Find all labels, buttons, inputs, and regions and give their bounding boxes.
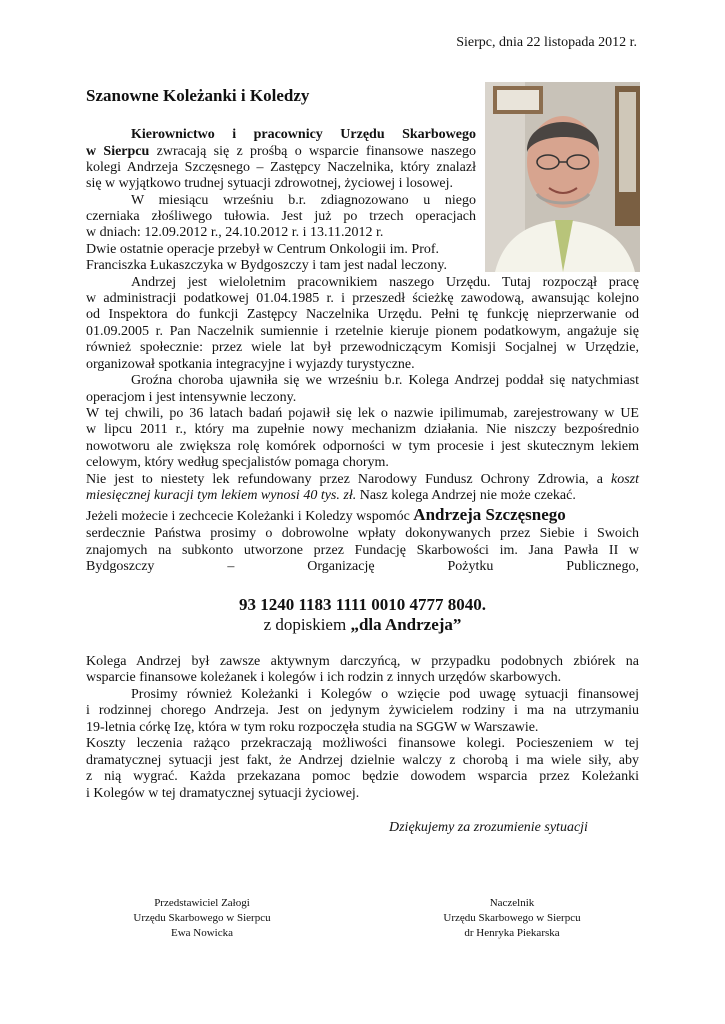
text-span: Nasz kolega Andrzej nie może czekać.	[356, 488, 576, 503]
signature-role: Naczelnik	[489, 897, 535, 909]
text-line: czerniaka złośliwego tułowia. Jest już po trzech operacjach	[86, 209, 476, 224]
text-line: w lipcu 2011 r., który ma zupełnie nowy mechanizm działania. Nie niszczy bezpośrednio	[86, 422, 639, 437]
text-span: Jeżeli możecie i zechcecie Koleżanki i Koledzy wspomóc	[86, 509, 414, 524]
signature-block-right	[392, 896, 632, 941]
text-line	[86, 472, 639, 488]
signature-block-left	[82, 896, 322, 941]
text-line: w administracji podatkowej 01.04.1985 r. i przeszedł ścieżkę zawodową, awansując kolejno	[86, 291, 639, 306]
text-line: z nią wygrać. Każda przekazana pomoc będzie dowodem wsparcia przez Koleżanki	[86, 769, 639, 784]
text-line	[86, 488, 576, 504]
text-line: W miesiącu wrześniu b.r. zdiagnozowano u niego	[131, 193, 476, 208]
text-line: serdecznie Państwa prosimy o dobrowolne wpłaty dokonywanych przez Siebie i Swoich	[86, 526, 639, 541]
text-line: Dwie ostatnie operacje przebył w Centrum Onkologii im. Prof.	[86, 242, 440, 257]
text-line: Groźna choroba ujawniła się we wrześniu b.r. Kolega Andrzej poddał się natychmiast	[131, 373, 639, 388]
text-line: znajomych na subkonto utworzone przez Fundację Skarbowości im. Jana Pawła II w	[86, 543, 639, 558]
text-line: również społecznie: przez wiele lat był przewodniczącym Komisji Socjalnej w Urzędzie,	[86, 340, 639, 355]
portrait-photo-icon	[485, 82, 640, 272]
text-span: zwracają się z prośbą o wsparcie finansowe naszego	[149, 144, 476, 159]
text-line: 19-letnia córkę Izę, która w tym roku rozpoczęła studia na SGGW w Warszawie.	[86, 720, 539, 735]
text-line: Prosimy również Koleżanki i Kolegów o wzięcie pod uwagę sytuacji finansowej	[131, 687, 639, 702]
text-line: 01.09.2005 r. Pan Naczelnik sumiennie i rzetelnie kieruje pionem podatkowym, angażuje się	[86, 324, 639, 339]
text-line: w dniach: 12.09.2012 r., 24.10.2012 r. i 13.11.2012 r.	[86, 225, 384, 240]
text-line: celowym, który według specjalistów pomaga chorym.	[86, 455, 389, 470]
signature-name: Ewa Nowicka	[170, 927, 233, 939]
memo-text: „dla Andrzeja”	[350, 615, 462, 634]
beneficiary-name: Andrzeja Szczęsnego	[413, 505, 566, 524]
text-line: kolegi Andrzeja Szczęsnego – Zastępcy Naczelnika, który znalazł	[86, 160, 476, 175]
signature-role: Przedstawiciel Załogi	[154, 897, 250, 909]
text-line	[86, 507, 566, 525]
text-line: i Kolegów w tej dramatycznej sytuacji życiowej.	[86, 786, 360, 801]
text-bold: w Sierpcu	[86, 144, 150, 159]
text-line: W tej chwili, po 36 latach badań pojawił się lek o nazwie ipilimumab, zarejestrowany w UE	[86, 406, 639, 421]
text-line	[86, 144, 476, 160]
signature-office: Urzędu Skarbowego w Sierpcu	[133, 912, 271, 924]
text-line: wsparcie finansowe koleżanek i kolegów i ich rodzin z innych urzędów skarbowych.	[86, 670, 562, 685]
text-line: dramatycznej sytuacji jest fakt, że Andrzej dzielnie walczy z chorobą i ma wiele siły, aby	[86, 753, 639, 768]
transfer-memo	[0, 615, 725, 635]
text-line: Kolega Andrzej był zawsze aktywnym darczyńcą, w przypadku podobnych zbiórek na	[86, 654, 639, 669]
text-italic: miesięcznej kuracji tym lekiem wynosi 40 tys. zł.	[86, 488, 357, 503]
text-line: operacjom i jest intensywnie leczony.	[86, 390, 297, 405]
text-line: się w wyjątkowo trudnej sytuacji zdrowotnej, życiowej i losowej.	[86, 176, 454, 191]
text-line: nowotworu ale zwiększa rolę komórek odporności w tym procesie i jest skutecznym lekiem	[86, 439, 639, 454]
text-line: Koszty leczenia rażąco przekraczają możliwości finansowe kolegi. Pocieszeniem w tej	[86, 736, 639, 751]
text-line: od Inspektora do funkcji Zastępcy Naczelnika Urzędu. Pełni tę funkcję nieprzerwanie od	[86, 307, 639, 322]
memo-prefix: z dopiskiem	[263, 615, 351, 634]
text-span: Nie jest to niestety lek refundowany przez Narodowy Fundusz Ochrony Zdrowia, a	[86, 472, 611, 487]
text-line: Andrzej jest wieloletnim pracownikiem naszego Urzędu. Tutaj rozpoczął pracę	[131, 275, 639, 290]
text-line: Kierownictwo i pracownicy Urzędu Skarbowego	[131, 127, 476, 142]
text-line: organizował spotkania integracyjne i wyjazdy turystyczne.	[86, 357, 415, 372]
text-line: Bydgoszczy – Organizację Pożytku Publicznego,	[86, 559, 639, 574]
text-italic: koszt	[611, 472, 639, 487]
text-line: Franciszka Łukaszczyka w Bydgoszczy i tam jest nadal leczony.	[86, 258, 448, 273]
salutation: Szanowne Koleżanki i Koledzy	[86, 86, 310, 105]
letter-date: Sierpc, dnia 22 listopada 2012 r.	[456, 35, 637, 50]
signature-name: dr Henryka Piekarska	[464, 927, 560, 939]
text-line: i rodzinnej chorego Andrzeja. Jest on jedynym żywicielem rodziny i ma na utrzymaniu	[86, 703, 639, 718]
thanks-note: Dziękujemy za zrozumienie sytuacji	[389, 820, 588, 835]
signature-office: Urzędu Skarbowego w Sierpcu	[443, 912, 581, 924]
bank-account-number: 93 1240 1183 1111 0010 4777 8040.	[239, 595, 486, 614]
